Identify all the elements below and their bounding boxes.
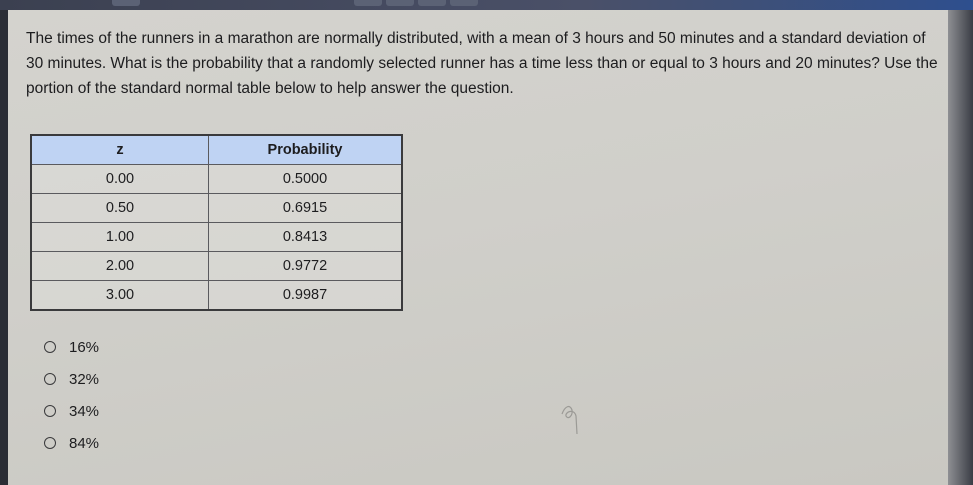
column-header-probability: Probability [209,135,403,165]
radio-button-icon[interactable] [44,341,56,353]
probability-cell: 0.9987 [209,281,403,311]
table-row [31,223,402,252]
answer-option-label: 84% [69,434,100,452]
question-text: The times of the runners in a marathon are normally distributed, with a mean of 3 hours and 50 minutes and a standard deviation of 30 minutes. What is the probability that a randomly selected runner has a time less than or equal to 3 hours and 20 minutes? Use the portion of the standard normal table below to help answer the question. [26,30,938,97]
z-value-cell: 0.00 [31,165,209,194]
probability-cell: 0.9772 [209,252,403,281]
standard-normal-table [30,134,403,311]
answer-options [44,331,99,459]
z-value-cell: 3.00 [31,281,209,311]
toolbar-tab [386,0,414,6]
table-header-row [31,135,402,165]
answer-option-label: 32% [69,370,100,388]
table-row [31,194,402,223]
table-row [31,165,402,194]
radio-button-icon[interactable] [44,373,56,385]
screen-bezel [948,10,973,485]
table-row [31,252,402,281]
column-header-z: z [31,135,209,165]
answer-option-16[interactable] [44,331,99,363]
z-value-cell: 0.50 [31,194,209,223]
toolbar-tab [112,0,140,6]
answer-option-label: 16% [69,338,100,356]
probability-cell: 0.6915 [209,194,403,223]
z-value-cell: 2.00 [31,252,209,281]
z-value-cell: 1.00 [31,223,209,252]
toolbar-tab [354,0,382,6]
answer-option-34[interactable] [44,395,99,427]
toolbar-tab [450,0,478,6]
answer-option-32[interactable] [44,363,99,395]
pen-mark-icon [556,400,586,440]
answer-option-label: 34% [69,402,100,420]
question-panel [8,10,948,485]
probability-cell: 0.8413 [209,223,403,252]
probability-cell: 0.5000 [209,165,403,194]
radio-button-icon[interactable] [44,437,56,449]
toolbar-tab [418,0,446,6]
answer-option-84[interactable] [44,427,99,459]
radio-button-icon[interactable] [44,405,56,417]
top-toolbar [0,0,973,10]
table-row [31,281,402,311]
